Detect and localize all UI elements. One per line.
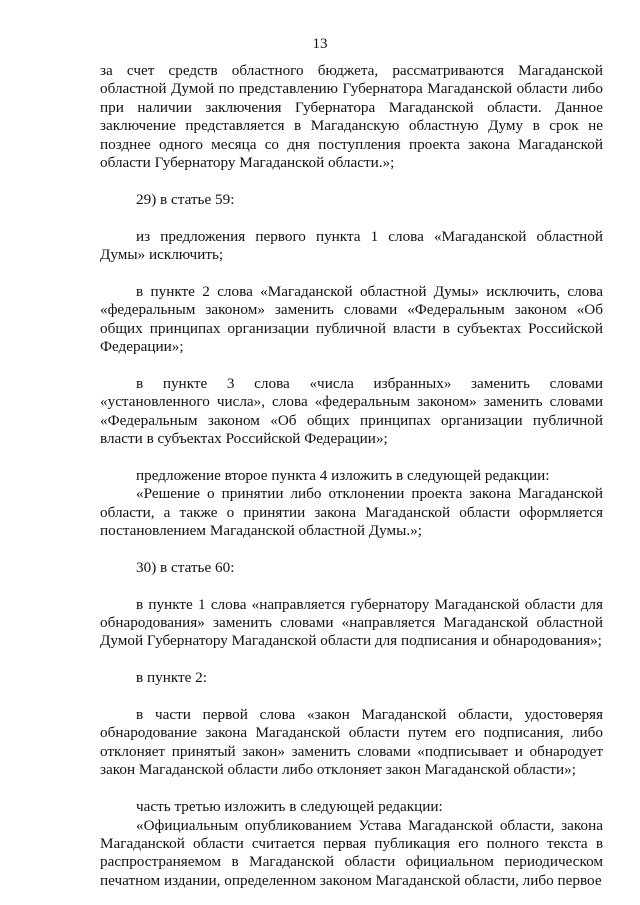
page-number: 13 <box>312 36 328 52</box>
paragraph: «Решение о принятии либо отклонении проекта закона Магаданской области, а также о принятии закона Магаданской области оформляется постановлением Магаданской областной Думы.»; <box>100 485 603 540</box>
paragraph: в пункте 3 слова «числа избранных» заменить словами «установленного числа», слова «федеральным законом» заменить словами «Федеральным законом «Об общих принципах организации публичной власти в субъектах Российской Федерации»; <box>100 374 603 448</box>
document-body <box>100 62 603 890</box>
paragraph: в пункте 2: <box>136 669 207 687</box>
paragraph: предложение второе пункта 4 изложить в следующей редакции: <box>136 466 550 484</box>
paragraph: за счет средств областного бюджета, рассматриваются Магаданской областной Думой по представлению Губернатора Магаданской области либо при наличии заключения Губернатора Магаданской области. Данное заключение представляется в Магаданскую областную Думу в срок не позднее одного месяца со дня поступления проекта закона Магаданской области Губернатору Магаданской области.»; <box>100 62 603 172</box>
paragraph: из предложения первого пункта 1 слова «Магаданской областной Думы» исключить; <box>100 227 603 264</box>
paragraph: часть третью изложить в следующей редакции: <box>136 798 443 816</box>
paragraph: в части первой слова «закон Магаданской области, удостоверяя обнародование закона Магаданской области путем его подписания, либо отклоняет принятый закон» заменить словами «подписывает и обнародует закон Магаданской области либо отклоняет закон Магаданской области»; <box>100 706 603 779</box>
paragraph: «Официальным опубликованием Устава Магаданской области, закона Магаданской области считается первая публикация его полного текста в распространяемом в Магаданской области официальном периодическом печатном издании, определенном законом Магаданской области, либо первое <box>100 816 603 889</box>
paragraph: в пункте 2 слова «Магаданской областной Думы» исключить, слова «федеральным законом» заменить словами «Федеральным законом «Об общих принципах организации публичной власти в субъектах Российской Федерации»; <box>100 282 603 356</box>
paragraph: 29) в статье 59: <box>136 190 235 208</box>
paragraph: в пункте 1 слова «направляется губернатору Магаданской области для обнародования» заменить словами «направляется Магаданской областной Думой Губернатору Магаданской области для подписания и обнародования»; <box>100 595 603 650</box>
paragraph: 30) в статье 60: <box>136 558 235 576</box>
